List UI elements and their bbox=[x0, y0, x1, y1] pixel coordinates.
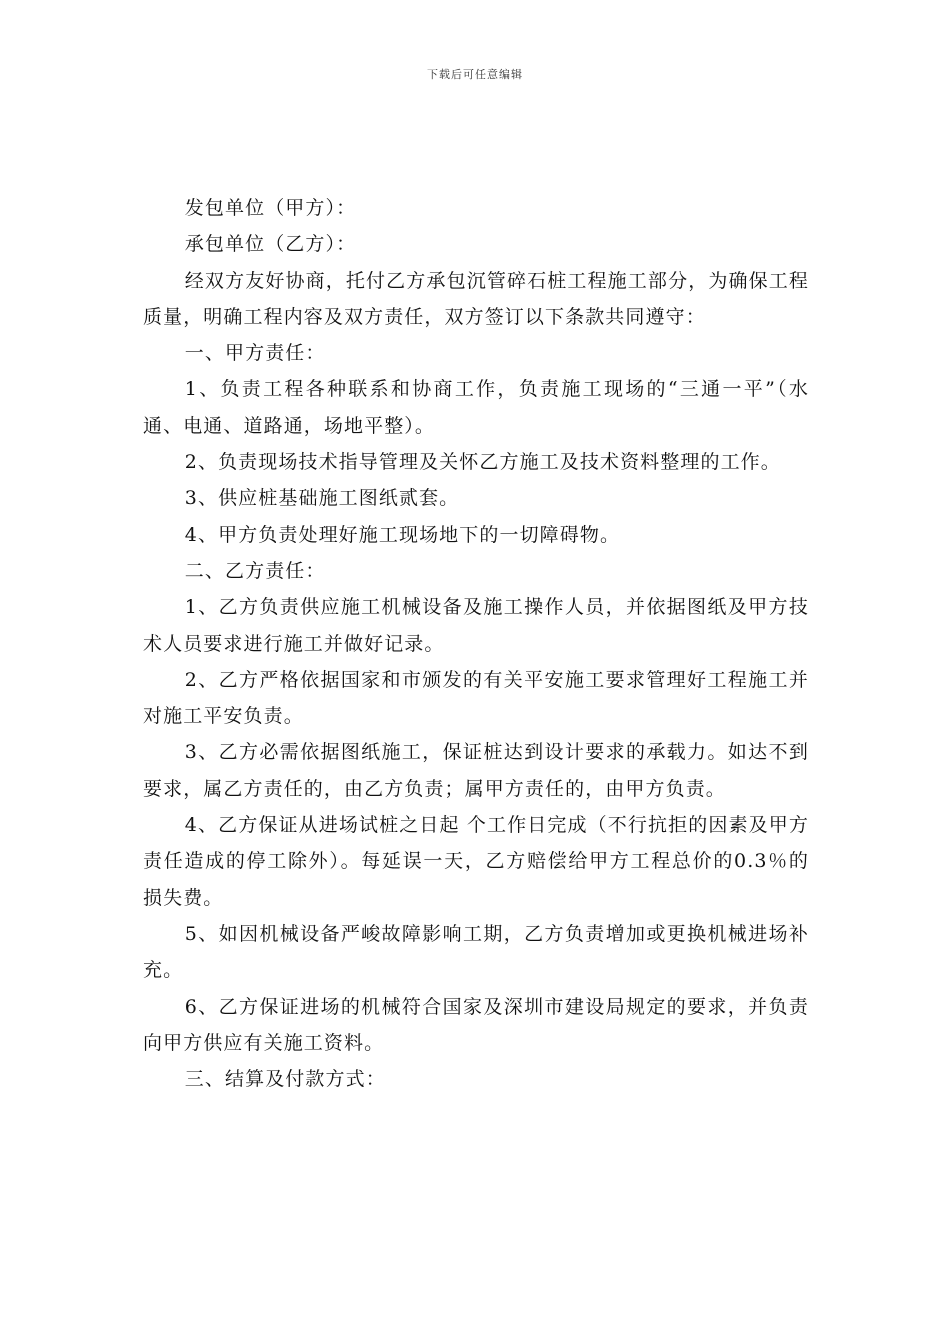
clause-a-4: 4、甲方负责处理好施工现场地下的一切障碍物。 bbox=[184, 523, 621, 546]
clause-a-2: 2、负责现场技术指导管理及关怀乙方施工及技术资料整理的工作。 bbox=[184, 451, 781, 474]
document-body bbox=[143, 190, 809, 1097]
party-b-line: 承包单位（乙方）： bbox=[184, 233, 357, 256]
clause-a-1: 1、负责工程各种联系和协商工作，负责施工现场的“三通一平”（水通、电通、道路通，场地平整）。 bbox=[143, 378, 809, 437]
clause-a-3: 3、供应桩基础施工图纸贰套。 bbox=[184, 487, 460, 510]
clause-b-4: 4、乙方保证从进场试桩之日起 个工作日完成（不行抗拒的因素及甲方责任造成的停工除外）。每延误一天，乙方赔偿给甲方工程总价的0.3％的损失费。 bbox=[143, 814, 809, 909]
section-heading-party-a: 一、甲方责任： bbox=[184, 342, 326, 365]
party-a-line: 发包单位（甲方）： bbox=[184, 197, 357, 219]
clause-b-6: 6、乙方保证进场的机械符合国家及深圳市建设局规定的要求，并负责向甲方供应有关施工资料。 bbox=[143, 995, 809, 1054]
section-heading-party-b: 二、乙方责任： bbox=[184, 559, 326, 582]
section-heading-settlement: 三、结算及付款方式： bbox=[184, 1068, 386, 1091]
clause-b-3: 3、乙方必需依据图纸施工，保证桩达到设计要求的承载力。如达不到要求，属乙方责任的，由乙方负责；属甲方责任的，由甲方负责。 bbox=[143, 741, 809, 800]
clause-b-1: 1、乙方负责供应施工机械设备及施工操作人员，并依据图纸及甲方技术人员要求进行施工并做好记录。 bbox=[143, 596, 809, 655]
preamble-paragraph: 经双方友好协商，托付乙方承包沉管碎石桩工程施工部分，为确保工程质量，明确工程内容及双方责任，双方签订以下条款共同遵守： bbox=[143, 269, 809, 328]
clause-b-2: 2、乙方严格依据国家和市颁发的有关平安施工要求管理好工程施工并对施工平安负责。 bbox=[143, 668, 809, 728]
page-header-note: 下载后可任意编辑 bbox=[427, 68, 523, 81]
clause-b-5: 5、如因机械设备严峻故障影响工期，乙方负责增加或更换机械进场补充。 bbox=[143, 922, 809, 982]
